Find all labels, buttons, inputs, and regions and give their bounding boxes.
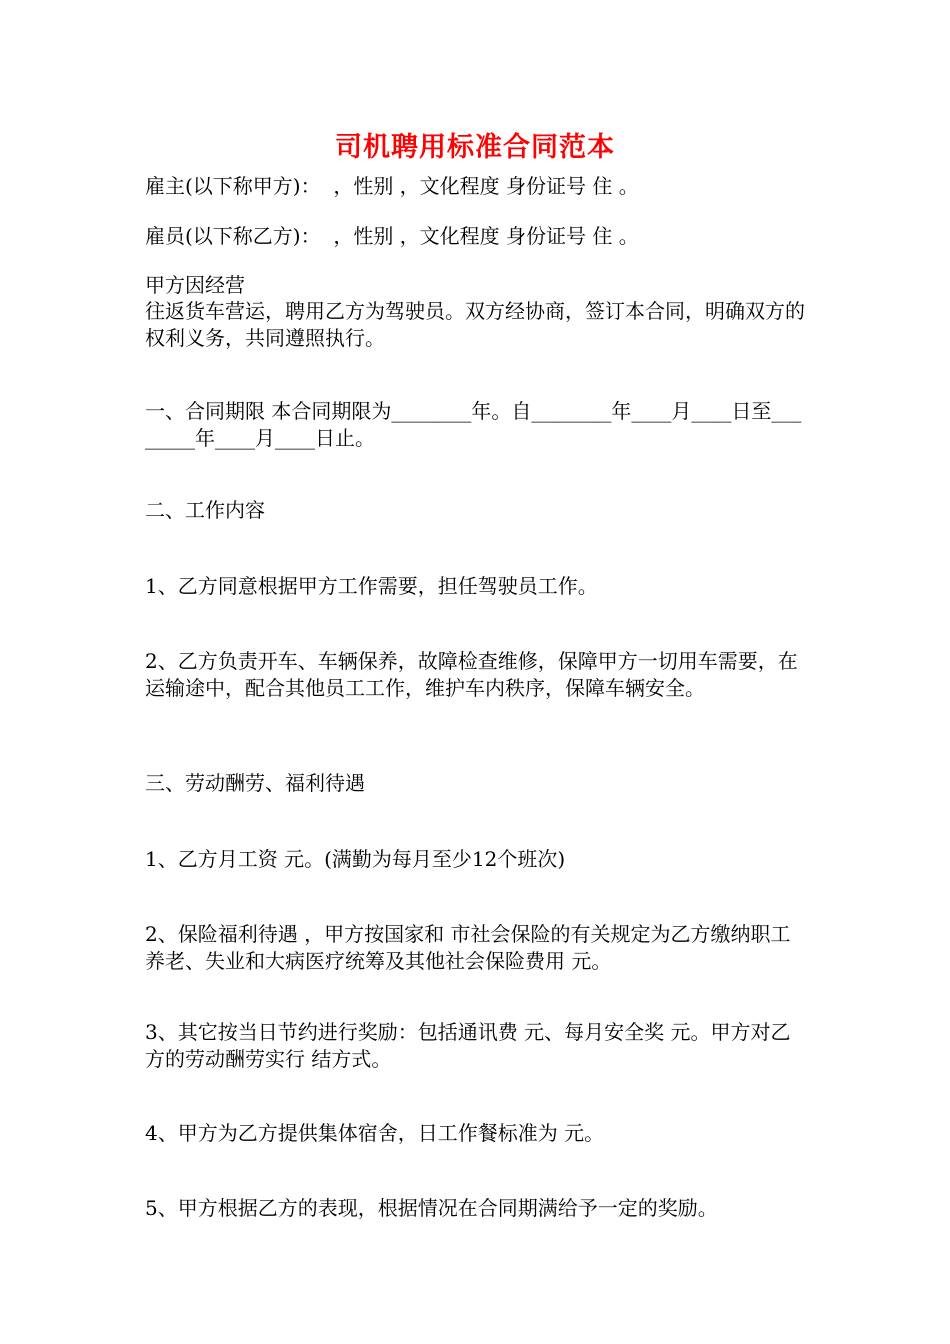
compensation-item-1: 1、乙方月工资 元。(满勤为每月至少12个班次) [145, 847, 566, 871]
section-heading-work-content: 二、工作内容 [145, 498, 265, 522]
compensation-item-5: 5、甲方根据乙方的表现，根据情况在合同期满给予一定的奖励。 [145, 1196, 718, 1220]
section-heading-compensation: 三、劳动酬劳、福利待遇 [145, 771, 365, 795]
employee-info: 雇员(以下称乙方)： ，性别 ，文化程度 身份证号 住 。 [145, 224, 639, 248]
compensation-item-2: 2、保险福利待遇 ，甲方按国家和 市社会保险的有关规定为乙方缴纳职工养老、失业和大病医疗统筹及其他社会保险费用 元。 [145, 922, 791, 973]
purpose-paragraph: 往返货车营运，聘用乙方为驾驶员。双方经协商，签订本合同，明确双方的权利义务，共同遵照执行。 [145, 299, 805, 350]
employer-info: 雇主(以下称甲方)： ，性别 ，文化程度 身份证号 住 。 [145, 174, 639, 198]
compensation-item-3: 3、其它按当日节约进行奖励：包括通讯费 元、每月安全奖 元。甲方对乙方的劳动酬劳实行 结方式。 [145, 1020, 791, 1071]
work-item-1: 1、乙方同意根据甲方工作需要，担任驾驶员工作。 [145, 574, 598, 598]
work-item-2: 2、乙方负责开车、车辆保养，故障检查维修，保障甲方一切用车需要，在运输途中，配合其他员工工作，维护车内秩序，保障车辆安全。 [145, 649, 798, 700]
purpose-line: 甲方因经营 [145, 273, 245, 297]
document-title: 司机聘用标准合同范本 [335, 132, 615, 163]
compensation-item-4: 4、甲方为乙方提供集体宿舍，日工作餐标准为 元。 [145, 1121, 605, 1145]
section-contract-term: 一、合同期限 本合同期限为________年。自________年____月____日至________年____月____日止。 [145, 399, 802, 450]
